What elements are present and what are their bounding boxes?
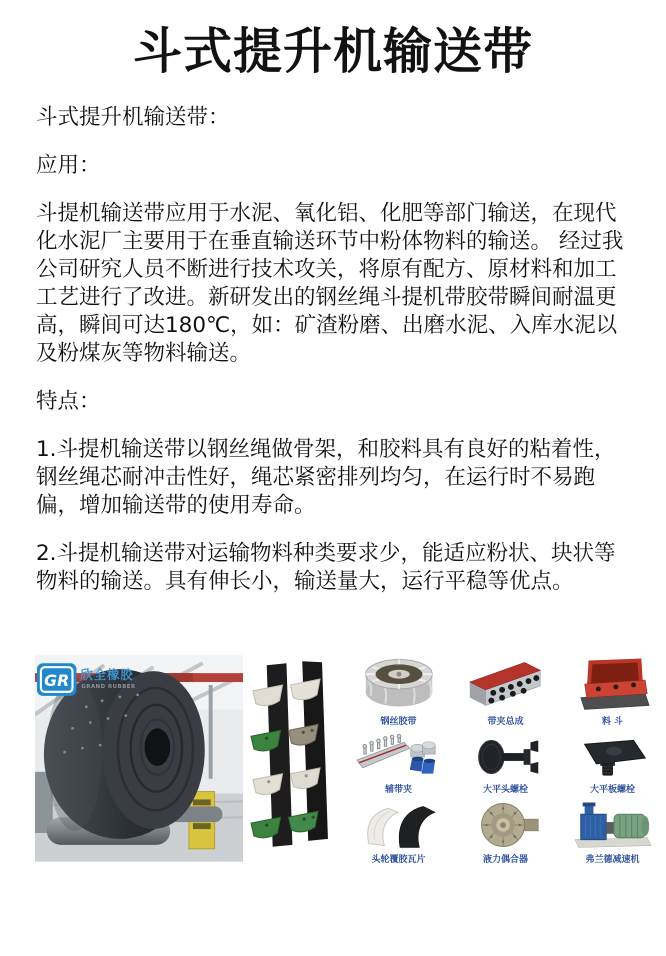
features-heading: 特点： — [36, 389, 101, 414]
belt-clamp-assembly-image — [462, 654, 550, 712]
flat-plate-bolt-image — [569, 734, 657, 780]
application-paragraph: 斗提机输送带应用于水泥、氧化铝、化肥等部门输送，在现代化水泥厂主要用于在垂直输送环节中粉体物料的输送。 经过我公司研究人员不断进行技术攻关，将原有配方、原材料和加工工艺进行了改进。新研发出的钢丝绳斗提机带胶带瞬间耐温更高，瞬间可达180℃，如：矿渣粉磨、出磨水泥、入库水泥以及粉煤灰等物料输送。 — [36, 201, 624, 366]
product-label: 钢丝胶带 — [380, 717, 417, 727]
product-label: 带夹总成 — [487, 717, 524, 727]
features-paragraph-1: 1.斗提机输送带以钢丝绳做骨架，和胶料具有良好的粘着性，钢丝绳芯耐冲击性好，绳芯紧密排列均匀，在运行时不易跑偏，增加输送带的使用寿命。 — [36, 437, 616, 518]
product-label: 大平头螺栓 — [482, 785, 528, 795]
product-label: 弗兰德减速机 — [585, 855, 640, 865]
fluid-coupling-image — [462, 800, 550, 850]
product-detail-page — [0, 23, 666, 890]
product-label: 辅带夹 — [384, 785, 412, 795]
belt-roll-factory-photo — [35, 654, 243, 863]
product-item — [345, 654, 452, 734]
logo-name-en: GRAND RUBBER — [81, 683, 136, 690]
hopper-bucket-image — [569, 654, 657, 712]
logo-name-cn: 欣全橡胶 — [80, 668, 134, 683]
article-body — [0, 104, 666, 596]
flat-head-bolt-image — [462, 734, 550, 780]
page-title: 斗式提升机输送带 — [132, 23, 533, 80]
product-label: 头轮覆胶瓦片 — [371, 855, 426, 865]
application-heading: 应用： — [36, 153, 101, 178]
product-item — [559, 800, 666, 890]
flender-gear-reducer-image — [569, 800, 657, 850]
elevator-buckets-photo — [247, 654, 341, 859]
product-item — [345, 800, 452, 890]
head-wheel-rubber-tile-image — [355, 800, 443, 850]
product-item — [345, 734, 452, 800]
product-item — [452, 734, 559, 800]
features-paragraph-2: 2.斗提机输送带对运输物料种类要求少，能适应粉状、块状等物料的输送。具有伸长小，输送量大，运行平稳等优点。 — [36, 541, 616, 594]
product-gallery — [35, 654, 666, 890]
logo-monogram: GR — [44, 670, 70, 690]
parts-grid — [345, 654, 666, 890]
product-label: 大平板螺栓 — [589, 785, 635, 795]
intro-label: 斗式提升机输送带： — [36, 105, 230, 130]
product-item — [559, 654, 666, 734]
product-label: 料 斗 — [601, 717, 624, 727]
product-item — [452, 654, 559, 734]
product-item — [559, 734, 666, 800]
product-label: 液力偶合器 — [482, 855, 528, 865]
product-item — [452, 800, 559, 890]
auxiliary-belt-clamp-image — [355, 734, 443, 780]
steel-wire-belt-roll-image — [355, 654, 443, 712]
